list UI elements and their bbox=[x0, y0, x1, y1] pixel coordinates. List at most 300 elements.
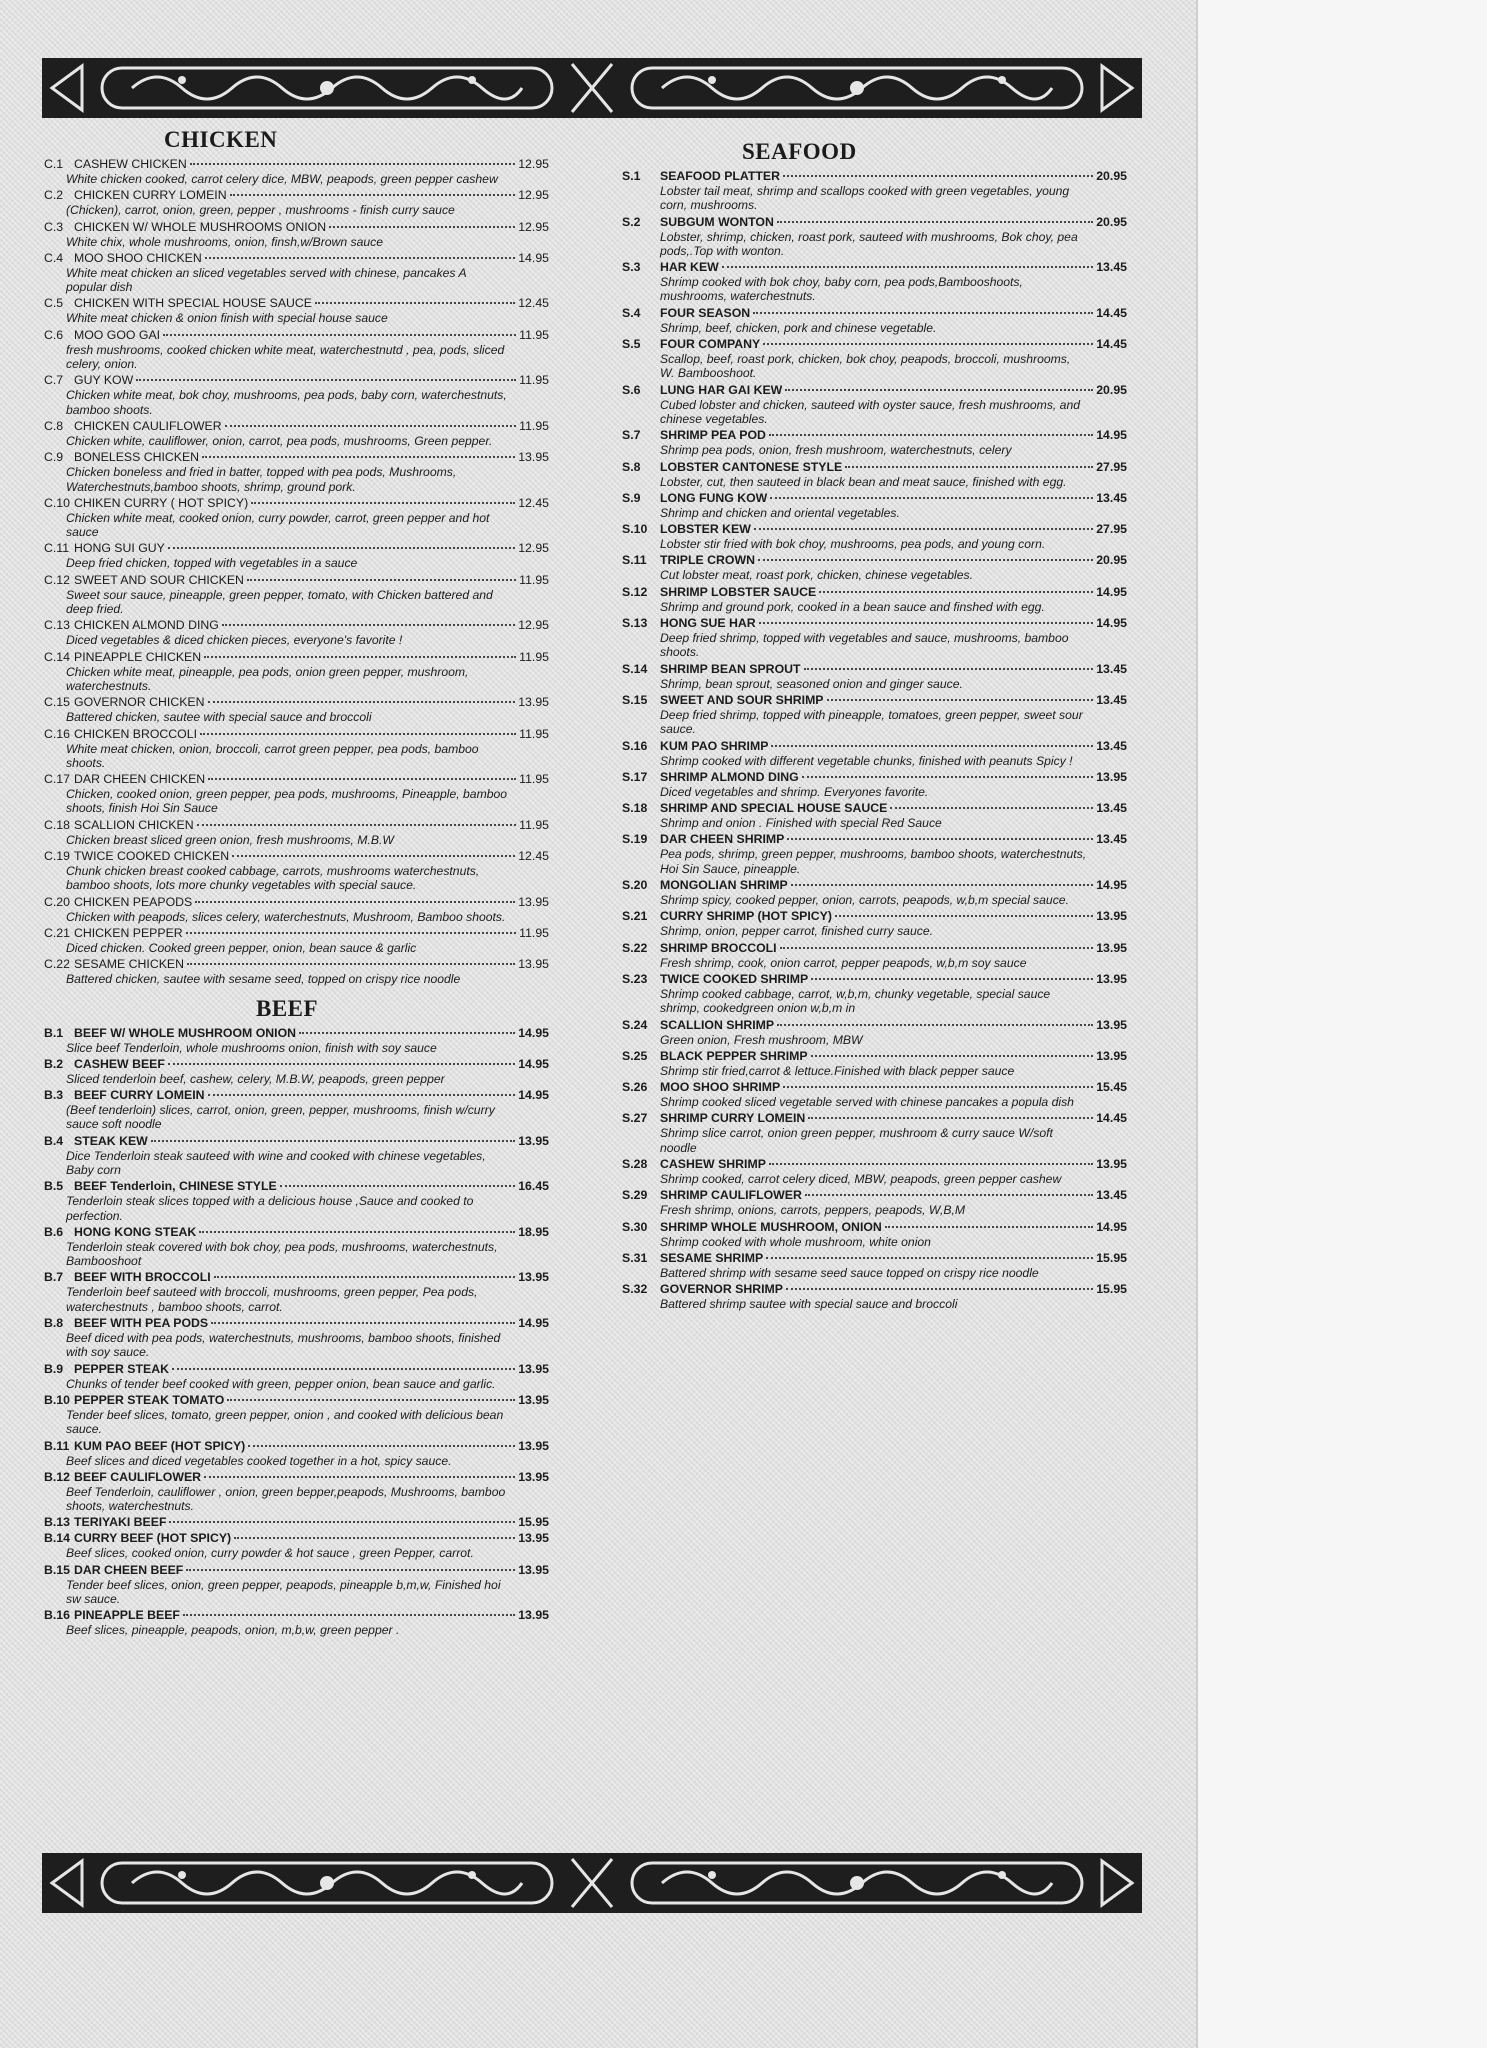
menu-item-line bbox=[44, 617, 549, 633]
menu-item-code: C.17 bbox=[44, 772, 70, 787]
menu-item-code: C.4 bbox=[44, 250, 64, 265]
menu-item-description: Shrimp spicy, cooked pepper, onion, carrots, peapods, w,b,m special sauce. bbox=[660, 893, 1069, 908]
menu-item-name: SWEET AND SOUR CHICKEN bbox=[74, 572, 244, 587]
menu-item-line bbox=[44, 495, 549, 511]
menu-item-price: 11.95 bbox=[519, 373, 549, 388]
menu-item-code: B.4 bbox=[44, 1133, 64, 1148]
seafood-list bbox=[622, 168, 1127, 1311]
menu-item-name: BEEF CURRY LOMEIN bbox=[74, 1088, 205, 1103]
dot-leader bbox=[230, 184, 516, 196]
menu-item-line bbox=[44, 1469, 549, 1485]
menu-item-description: Tenderloin beef sauteed with broccoli, mushrooms, green pepper, Pea pods, waterchestnuts , bamboo shoots, carrot. bbox=[66, 1285, 478, 1314]
menu-item-code: S.29 bbox=[622, 1188, 648, 1203]
dot-leader bbox=[202, 446, 515, 458]
menu-item-name: DAR CHEEN BEEF bbox=[74, 1562, 184, 1577]
menu-item-description: Chicken, cooked onion, green pepper, pea pods, mushrooms, Pineapple, bamboo shoots, finish Hoi Sin Sauce bbox=[66, 787, 508, 816]
menu-item-price: 12.45 bbox=[518, 495, 549, 510]
menu-item-code: C.13 bbox=[44, 618, 70, 633]
menu-item-price: 12.95 bbox=[518, 541, 549, 556]
menu-item bbox=[622, 1110, 1127, 1155]
menu-item bbox=[622, 459, 1127, 489]
menu-item-line bbox=[622, 552, 1127, 568]
menu-item-price: 13.95 bbox=[518, 1361, 549, 1376]
menu-item-name: LOBSTER KEW bbox=[660, 522, 751, 537]
menu-item bbox=[44, 295, 549, 325]
menu-item-name: LUNG HAR GAI KEW bbox=[660, 382, 783, 397]
menu-item-line bbox=[622, 831, 1127, 847]
menu-item-name: GUY KOW bbox=[74, 373, 134, 388]
menu-item-code: S.15 bbox=[622, 692, 648, 707]
menu-item bbox=[44, 1392, 549, 1437]
dot-leader bbox=[753, 302, 1093, 314]
menu-item-name: CHICKEN CURRY LOMEIN bbox=[74, 188, 227, 203]
menu-item-code: B.9 bbox=[44, 1361, 64, 1376]
menu-item bbox=[44, 1361, 549, 1391]
menu-item-name: PEPPER STEAK TOMATO bbox=[74, 1392, 225, 1407]
menu-item-price: 13.95 bbox=[1096, 971, 1127, 986]
dot-leader bbox=[227, 1389, 515, 1401]
menu-item-description: Shrimp cooked cabbage, carrot, w,b,m, chunky vegetable, special sauce shrimp, cookedgreen onion w,b,m in bbox=[660, 986, 1051, 1016]
menu-item-description: Shrimp cooked sliced vegetable served with chinese pancakes a popula dish bbox=[660, 1095, 1074, 1110]
menu-item-name: SESAME SHRIMP bbox=[660, 1250, 764, 1265]
menu-item bbox=[44, 219, 549, 249]
menu-item-price: 11.95 bbox=[519, 649, 549, 664]
menu-item-name: SHRIMP PEA POD bbox=[660, 428, 766, 443]
menu-item-line bbox=[622, 1187, 1127, 1203]
menu-item-price: 11.95 bbox=[519, 817, 549, 832]
dot-leader bbox=[763, 333, 1093, 345]
menu-item-code: B.10 bbox=[44, 1392, 70, 1407]
menu-item-price: 13.95 bbox=[518, 1133, 549, 1148]
menu-item-code: S.17 bbox=[622, 769, 648, 784]
dot-leader bbox=[248, 1435, 515, 1447]
dot-leader bbox=[168, 1053, 515, 1065]
menu-item-name: PINEAPPLE CHICKEN bbox=[74, 649, 202, 664]
menu-item-price: 13.95 bbox=[518, 1270, 549, 1285]
section-title-seafood: SEAFOOD bbox=[742, 139, 857, 164]
menu-item bbox=[622, 521, 1127, 551]
menu-item-line bbox=[622, 908, 1127, 924]
menu-item-name: SWEET AND SOUR SHRIMP bbox=[660, 692, 824, 707]
menu-item-line bbox=[44, 1562, 549, 1578]
menu-item-description: Lobster tail meat, shrimp and scallops cooked with green vegetables, young corn, mushrooms. bbox=[660, 184, 1070, 213]
menu-item-code: S.1 bbox=[622, 169, 641, 183]
menu-item-price: 14.95 bbox=[518, 1088, 549, 1103]
menu-item-code: S.20 bbox=[622, 878, 648, 893]
dot-leader bbox=[785, 379, 1093, 391]
menu-item-price: 13.95 bbox=[518, 957, 549, 972]
menu-item-price: 11.95 bbox=[519, 772, 549, 787]
menu-item-description: Cut lobster meat, roast pork, chicken, chinese vegetables. bbox=[660, 568, 973, 583]
dot-leader bbox=[183, 1604, 515, 1616]
menu-item-name: CHIKEN CURRY ( HOT SPICY) bbox=[74, 495, 249, 510]
dot-leader bbox=[225, 415, 517, 427]
menu-item-line bbox=[44, 572, 549, 588]
menu-item-code: C.18 bbox=[44, 817, 70, 832]
dot-leader bbox=[777, 211, 1093, 223]
menu-item-line bbox=[622, 661, 1127, 677]
menu-item-name: DAR CHEEN CHICKEN bbox=[74, 772, 206, 787]
menu-item-code: B.11 bbox=[44, 1438, 70, 1453]
menu-item-line bbox=[44, 1133, 549, 1149]
menu-item-code: B.16 bbox=[44, 1608, 70, 1623]
menu-item-code: S.3 bbox=[622, 260, 641, 275]
menu-item-price: 13.95 bbox=[518, 1562, 549, 1577]
menu-item-line bbox=[44, 848, 549, 864]
dot-leader bbox=[811, 1045, 1094, 1057]
menu-item-price: 27.95 bbox=[1096, 459, 1127, 474]
menu-item-code: S.10 bbox=[622, 522, 648, 537]
menu-item-name: BEEF W/ WHOLE MUSHROOM ONION bbox=[74, 1025, 297, 1040]
dot-leader bbox=[791, 874, 1093, 886]
menu-item-description: Battered chicken, sautee with special sauce and broccoli bbox=[66, 710, 372, 725]
menu-item bbox=[44, 817, 549, 847]
menu-item-name: MOO SHOO CHICKEN bbox=[74, 250, 202, 265]
menu-item-description: Chicken white meat, pineapple, pea pods, onion green pepper, mushroom, waterchestnuts. bbox=[66, 664, 469, 693]
menu-item-line bbox=[44, 295, 549, 311]
menu-item-price: 13.95 bbox=[518, 450, 549, 465]
menu-item-price: 14.95 bbox=[518, 1056, 549, 1071]
menu-item-code: C.3 bbox=[44, 219, 64, 234]
menu-item bbox=[44, 572, 549, 617]
dot-leader bbox=[315, 292, 515, 304]
menu-item bbox=[622, 552, 1127, 582]
menu-item bbox=[622, 1079, 1127, 1109]
menu-item-line bbox=[622, 800, 1127, 816]
menu-item-description: Lobster, cut, then sauteed in black bean and meat sauce, finished with egg. bbox=[660, 474, 1067, 489]
dot-leader bbox=[190, 153, 515, 165]
dot-leader bbox=[819, 581, 1093, 593]
menu-item-code: S.31 bbox=[622, 1250, 648, 1265]
menu-item bbox=[44, 617, 549, 647]
menu-item-line bbox=[44, 1269, 549, 1285]
menu-item-description: Slice beef Tenderloin, whole mushrooms onion, finish with soy sauce bbox=[66, 1040, 437, 1055]
menu-item bbox=[622, 971, 1127, 1016]
menu-item bbox=[622, 305, 1127, 335]
menu-item bbox=[622, 214, 1127, 259]
menu-item bbox=[622, 259, 1127, 304]
menu-item-code: B.14 bbox=[44, 1531, 70, 1546]
dot-leader bbox=[890, 797, 1093, 809]
menu-item-code: C.22 bbox=[44, 957, 70, 972]
menu-item bbox=[44, 1562, 549, 1607]
menu-item-name: CASHEW CHICKEN bbox=[74, 157, 187, 171]
menu-item-description: Diced chicken. Cooked green pepper, onion, bean sauce & garlic bbox=[66, 940, 417, 955]
menu-item-name: CHICKEN ALMOND DING bbox=[74, 618, 219, 633]
menu-item-line bbox=[622, 877, 1127, 893]
menu-item-code: S.11 bbox=[622, 553, 647, 568]
menu-item-line bbox=[622, 971, 1127, 987]
menu-item-name: BLACK PEPPER SHRIMP bbox=[660, 1048, 808, 1063]
menu-item bbox=[622, 800, 1127, 830]
menu-item-name: SHRIMP AND SPECIAL HOUSE SAUCE bbox=[660, 801, 888, 816]
menu-item-code: B.7 bbox=[44, 1270, 64, 1285]
menu-item-line bbox=[44, 1438, 549, 1454]
menu-item-name: KUM PAO BEEF (HOT SPICY) bbox=[74, 1438, 246, 1453]
menu-item-code: C.10 bbox=[44, 495, 70, 510]
menu-item-code: S.13 bbox=[622, 616, 648, 631]
menu-item-price: 20.95 bbox=[1096, 382, 1127, 397]
menu-item-description: Deep fried chicken, topped with vegetables in a sauce bbox=[66, 556, 358, 571]
menu-item-name: SHRIMP WHOLE MUSHROOM, ONION bbox=[660, 1219, 882, 1234]
menu-item bbox=[44, 449, 549, 494]
menu-item-name: STEAK KEW bbox=[74, 1133, 148, 1148]
menu-item bbox=[44, 250, 549, 295]
menu-item-price: 15.45 bbox=[1096, 1080, 1127, 1095]
menu-item-price: 13.95 bbox=[1096, 1048, 1127, 1063]
menu-item bbox=[44, 694, 549, 724]
menu-item-code: S.21 bbox=[622, 909, 648, 924]
menu-item-description: Shrimp and onion . Finished with special Red Sauce bbox=[660, 816, 942, 831]
menu-item-price: 13.95 bbox=[1096, 769, 1127, 784]
menu-item-description: Chicken white, cauliflower, onion, carrot, pea pods, mushrooms, Green pepper. bbox=[66, 433, 493, 448]
menu-item-description: Beef slices, pineapple, peapods, onion, m,b,w, green pepper . bbox=[66, 1623, 400, 1638]
menu-item-name: CHICKEN CAULIFLOWER bbox=[74, 418, 222, 433]
menu-item-price: 12.95 bbox=[518, 618, 549, 633]
menu-item bbox=[44, 1056, 549, 1086]
menu-item-price: 13.95 bbox=[518, 1469, 549, 1484]
menu-item-line bbox=[44, 372, 549, 388]
menu-item-name: SHRIMP LOBSTER SAUCE bbox=[660, 584, 817, 599]
menu-item-code: C.15 bbox=[44, 695, 70, 710]
menu-item bbox=[622, 1219, 1127, 1249]
menu-item-code: C.6 bbox=[44, 327, 64, 342]
dot-leader bbox=[247, 569, 516, 581]
menu-item-name: SHRIMP BROCCOLI bbox=[660, 940, 777, 955]
menu-item-price: 14.95 bbox=[518, 250, 549, 265]
menu-item-code: S.6 bbox=[622, 382, 641, 397]
menu-item-price: 11.95 bbox=[519, 327, 549, 342]
menu-item bbox=[44, 1133, 549, 1178]
menu-item-price: 13.95 bbox=[518, 1438, 549, 1453]
menu-item-name: TWICE COOKED CHICKEN bbox=[74, 849, 230, 864]
menu-item bbox=[44, 726, 549, 771]
menu-item-description: Tender beef slices, tomato, green pepper, onion , and cooked with delicious bean sauce. bbox=[66, 1407, 504, 1437]
menu-item bbox=[44, 418, 549, 448]
menu-item-line bbox=[44, 1315, 549, 1331]
menu-item bbox=[44, 495, 549, 540]
menu-item-description: Cubed lobster and chicken, sauteed with oyster sauce, fresh mushrooms, and chinese vegetables. bbox=[660, 397, 1081, 426]
section-title-chicken: CHICKEN bbox=[164, 127, 278, 152]
menu-item-name: SHRIMP ALMOND DING bbox=[660, 769, 799, 784]
menu-item-description: White chix, whole mushrooms, onion, finsh,w/Brown sauce bbox=[66, 234, 384, 249]
menu-item-name: CURRY BEEF (HOT SPICY) bbox=[74, 1531, 232, 1546]
menu-item-code: S.30 bbox=[622, 1219, 648, 1234]
menu-item-name: CHICKEN PEAPODS bbox=[74, 894, 193, 909]
menu-item-line bbox=[44, 418, 549, 434]
menu-item-price: 14.45 bbox=[1096, 305, 1127, 320]
menu-item-line bbox=[44, 649, 549, 665]
menu-item-price: 11.95 bbox=[519, 418, 549, 433]
menu-item-price: 14.95 bbox=[1096, 428, 1127, 443]
dot-leader bbox=[885, 1216, 1093, 1228]
left-column bbox=[44, 128, 549, 1639]
menu-item-code: C.20 bbox=[44, 894, 70, 909]
menu-item-price: 11.95 bbox=[519, 726, 549, 741]
chicken-list bbox=[44, 156, 549, 987]
menu-item-code: S.9 bbox=[622, 490, 641, 505]
menu-item-price: 13.95 bbox=[1096, 1156, 1127, 1171]
dot-leader bbox=[786, 1278, 1093, 1290]
dot-leader bbox=[195, 891, 515, 903]
menu-item bbox=[622, 382, 1127, 427]
dot-leader bbox=[151, 1130, 515, 1142]
menu-item-line bbox=[44, 1607, 549, 1623]
menu-item-name: BEEF WITH BROCCOLI bbox=[74, 1270, 211, 1285]
dot-leader bbox=[163, 324, 516, 336]
menu-item-price: 13.95 bbox=[518, 1608, 549, 1623]
menu-item-price: 12.45 bbox=[518, 296, 549, 311]
menu-item-name: CHICKEN W/ WHOLE MUSHROOMS ONION bbox=[74, 219, 327, 234]
dot-leader bbox=[222, 614, 515, 626]
menu-item-code: B.3 bbox=[44, 1088, 64, 1103]
menu-item-description: Tender beef slices, onion, green pepper, peapods, pineapple b,m,w, Finished hoi sw sauce. bbox=[66, 1577, 501, 1607]
menu-item bbox=[44, 1607, 549, 1637]
menu-item-code: S.24 bbox=[622, 1017, 648, 1032]
menu-item-code: C.12 bbox=[44, 572, 70, 587]
dot-leader bbox=[754, 518, 1093, 530]
dot-leader bbox=[169, 1511, 515, 1523]
menu-item bbox=[622, 336, 1127, 381]
menu-item-description: Battered shrimp with sesame seed sauce topped on crispy rice noodle bbox=[660, 1265, 1039, 1280]
menu-item-code: C.1 bbox=[44, 157, 64, 171]
menu-item-name: CASHEW BEEF bbox=[74, 1056, 165, 1071]
menu-item-line bbox=[44, 771, 549, 787]
menu-item-price: 11.95 bbox=[519, 572, 549, 587]
menu-item-price: 13.95 bbox=[1096, 1017, 1127, 1032]
dot-leader bbox=[783, 165, 1093, 177]
menu-item-name: LONG FUNG KOW bbox=[660, 490, 768, 505]
menu-item-line bbox=[622, 1048, 1127, 1064]
menu-item-price: 13.45 bbox=[1096, 260, 1127, 275]
menu-item-name: HONG KONG STEAK bbox=[74, 1224, 197, 1239]
menu-item-code: S.12 bbox=[622, 584, 648, 599]
menu-item-code: C.9 bbox=[44, 450, 64, 465]
menu-item-code: C.11 bbox=[44, 541, 70, 556]
menu-item-name: TRIPLE CROWN bbox=[660, 553, 755, 568]
menu-item bbox=[622, 1017, 1127, 1047]
dragon-border-icon bbox=[42, 1853, 1142, 1913]
menu-item-code: B.1 bbox=[44, 1025, 64, 1040]
menu-item-description: Diced vegetables & diced chicken pieces, everyone's favorite ! bbox=[66, 633, 403, 648]
menu-item-code: S.18 bbox=[622, 801, 648, 816]
menu-item bbox=[622, 490, 1127, 520]
menu-item-name: PEPPER STEAK bbox=[74, 1361, 169, 1376]
menu-item-description: Tenderloin steak covered with bok choy, pea pods, mushrooms, waterchestnuts, Bambooshoot bbox=[66, 1239, 498, 1269]
menu-item-price: 20.95 bbox=[1096, 214, 1127, 229]
menu-item-line bbox=[622, 1110, 1127, 1126]
dot-leader bbox=[769, 1153, 1093, 1165]
dot-leader bbox=[804, 658, 1094, 670]
menu-item-code: S.19 bbox=[622, 832, 648, 847]
menu-item-line bbox=[622, 305, 1127, 321]
dot-leader bbox=[251, 492, 515, 504]
menu-item-code: B.6 bbox=[44, 1224, 64, 1239]
menu-item-code: B.8 bbox=[44, 1316, 64, 1331]
menu-item-line bbox=[622, 1079, 1127, 1095]
dot-leader bbox=[208, 1084, 516, 1096]
menu-item-code: S.27 bbox=[622, 1111, 648, 1126]
menu-item-description: Shrimp, beef, chicken, pork and chinese vegetable. bbox=[660, 320, 937, 335]
menu-item bbox=[622, 940, 1127, 970]
menu-item-price: 13.95 bbox=[518, 1531, 549, 1546]
dot-leader bbox=[200, 723, 516, 735]
menu-item-price: 20.95 bbox=[1096, 169, 1127, 183]
menu-item-name: SCALLION CHICKEN bbox=[74, 817, 194, 832]
menu-item-description: Battered shrimp sautee with special sauce and broccoli bbox=[660, 1297, 958, 1312]
menu-item-code: S.22 bbox=[622, 940, 648, 955]
menu-item-description: Sweet sour sauce, pineapple, green pepper, tomato, with Chicken battered and deep fried. bbox=[66, 587, 493, 617]
menu-item-description: Fresh shrimp, cook, onion carrot, pepper peapods, w,b,m soy sauce bbox=[660, 955, 1027, 970]
dot-leader bbox=[783, 1076, 1093, 1088]
menu-item-price: 14.95 bbox=[518, 1316, 549, 1331]
dot-leader bbox=[204, 646, 516, 658]
menu-item bbox=[44, 925, 549, 955]
dot-leader bbox=[805, 1184, 1093, 1196]
menu-item-line bbox=[622, 214, 1127, 230]
menu-item-name: MOO GOO GAI bbox=[74, 327, 161, 342]
menu-item-line bbox=[44, 694, 549, 710]
menu-item-name: LOBSTER CANTONESE STYLE bbox=[660, 459, 843, 474]
dot-leader bbox=[208, 768, 516, 780]
menu-item-description: Deep fried shrimp, topped with vegetables and sauce, mushrooms, bamboo shoots. bbox=[660, 631, 1069, 660]
menu-item-line bbox=[622, 259, 1127, 275]
menu-item-name: CASHEW SHRIMP bbox=[660, 1156, 766, 1171]
menu-item-code: S.4 bbox=[622, 305, 641, 320]
menu-item-description: White meat chicken, onion, broccoli, carrot green pepper, pea pods, bamboo shoots. bbox=[66, 741, 479, 770]
menu-item bbox=[622, 584, 1127, 614]
menu-item-line bbox=[622, 490, 1127, 506]
menu-item-price: 13.45 bbox=[1096, 490, 1127, 505]
menu-item-code: B.5 bbox=[44, 1179, 64, 1194]
menu-item-line bbox=[622, 1250, 1127, 1266]
menu-item-price: 11.95 bbox=[519, 925, 549, 940]
dot-leader bbox=[199, 1221, 515, 1233]
dot-leader bbox=[197, 814, 517, 826]
menu-item-price: 13.45 bbox=[1096, 661, 1127, 676]
dot-leader bbox=[204, 1466, 515, 1478]
menu-item-description: White meat chicken an sliced vegetables served with chinese, pancakes A popular dish bbox=[66, 265, 467, 295]
menu-item-price: 12.45 bbox=[518, 849, 549, 864]
menu-item-line bbox=[622, 1281, 1127, 1297]
menu-item-name: BEEF Tenderloin, CHINESE STYLE bbox=[74, 1179, 277, 1194]
menu-item-name: SEAFOOD PLATTER bbox=[660, 169, 781, 183]
menu-item bbox=[44, 187, 549, 217]
menu-item-code: C.21 bbox=[44, 925, 70, 940]
menu-item-code: C.19 bbox=[44, 849, 70, 864]
menu-item-description: Shrimp slice carrot, onion green pepper, mushroom & curry sauce W/soft noodle bbox=[660, 1126, 1053, 1155]
dot-leader bbox=[722, 256, 1093, 268]
menu-item-name: TERIYAKI BEEF bbox=[74, 1515, 167, 1530]
menu-item-name: SHRIMP CURRY LOMEIN bbox=[660, 1111, 806, 1126]
menu-item-line bbox=[622, 940, 1127, 956]
menu-item-line bbox=[44, 817, 549, 833]
dragon-border-icon bbox=[42, 58, 1142, 118]
dot-leader bbox=[186, 1559, 515, 1571]
dot-leader bbox=[835, 905, 1093, 917]
menu-item-description: Battered chicken, sautee with sesame seed, topped on crispy rice noodle bbox=[66, 972, 461, 987]
menu-item-code: S.2 bbox=[622, 214, 641, 229]
menu-item bbox=[622, 1281, 1127, 1311]
menu-item-name: KUM PAO SHRIMP bbox=[660, 738, 769, 753]
menu-item-name: TWICE COOKED SHRIMP bbox=[660, 971, 809, 986]
menu-item-price: 13.45 bbox=[1096, 1188, 1127, 1203]
menu-item-name: MOO SHOO SHRIMP bbox=[660, 1080, 781, 1095]
menu-item-line bbox=[44, 1224, 549, 1240]
menu-item-name: MONGOLIAN SHRIMP bbox=[660, 878, 788, 893]
menu-item bbox=[44, 894, 549, 924]
menu-item-line bbox=[44, 1530, 549, 1546]
